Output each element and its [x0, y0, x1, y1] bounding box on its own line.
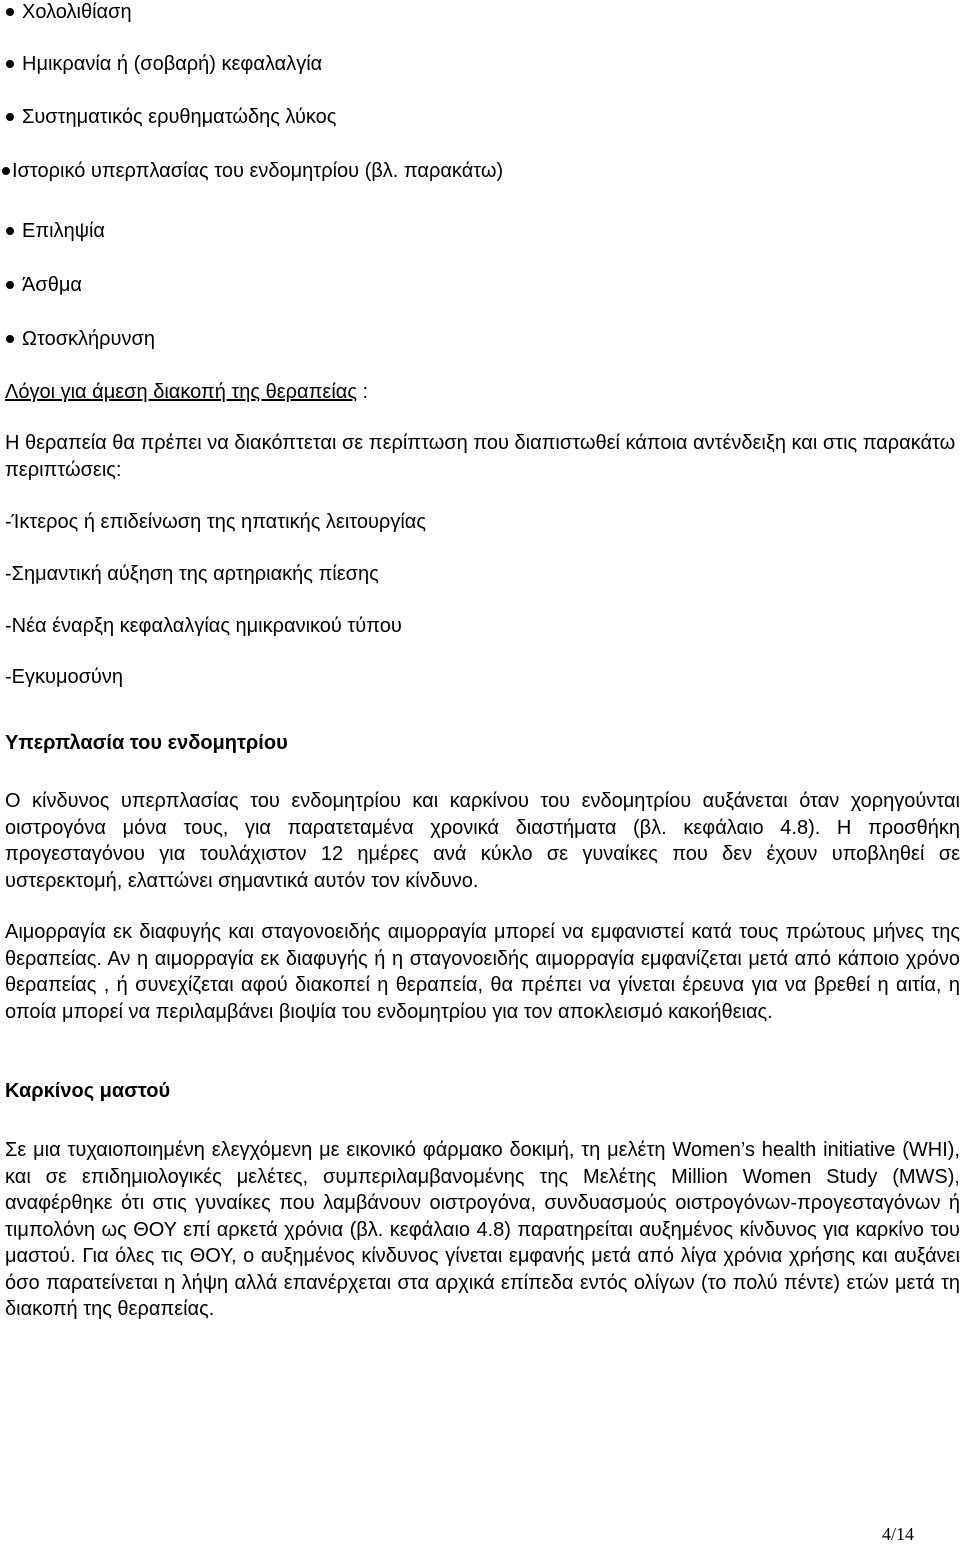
- heading-suffix: :: [356, 381, 369, 403]
- list-item-text: Άσθμα: [22, 274, 82, 296]
- list-item-text: Χολολιθίαση: [22, 1, 132, 23]
- stop-reason-item: -Ίκτερος ή επιδείνωση της ηπατικής λειτουργίας: [5, 511, 426, 533]
- section-heading-stop-reasons: [5, 380, 368, 404]
- endometrial-paragraph-1: Ο κίνδυνος υπερπλασίας του ενδομητρίου και καρκίνου του ενδομητρίου αυξάνεται όταν χορηγούνται οιστρογόνα μόνα τους, για παρατεταμένα χρονικά διαστήματα (βλ. κεφάλαιο 4.8). Η προσθήκη προγεσταγόνου για τουλάχιστον 12 ημέρες ανά κύκλο σε γυναίκες που δεν έχουν υποβληθεί σε υστερεκτομή, ελαττώνει σημαντικά αυτόν τον κίνδυνο.: [5, 790, 960, 892]
- section-heading-text: Λόγοι για άμεση διακοπή της θεραπείας: [5, 381, 357, 403]
- breast-cancer-paragraph: Σε μια τυχαιοποιημένη ελεγχόμενη με εικονικό φάρμακο δοκιμή, τη μελέτη Women’s health initiative (WHI), και σε επιδημιολογικές μελέτες, συμπεριλαμβανομένης της Μελέτης Million Women Study (MWS), αναφέρθηκε ότι στις γυναίκες που λαμβάνουν οιστρογόνα, συνδυασμούς οιστρογόνων-προγεσταγόνων ή τιμπολόνη ως ΘΟΥ επί αρκετά χρόνια (βλ. κεφάλαιο 4.8) παρατηρείται αυξημένος κίνδυνος για καρκίνο του μαστού. Για όλες τις ΘΟΥ, ο αυξημένος κίνδυνος γίνεται εμφανής μετά από λίγα χρόνια χρήσης και αυξάνει όσο παρατείνεται η λήψη αλλά επανέρχεται στα αρχικά επίπεδα εντός ολίγων (το πολύ πέντε) ετών μετά τη διακοπή της θεραπείας.: [5, 1139, 960, 1320]
- bullet-icon: [6, 335, 14, 343]
- list-item-text: Ωτοσκλήρυνση: [22, 328, 155, 350]
- section-heading-breast-cancer: Καρκίνος μαστού: [5, 1080, 171, 1102]
- stop-reason-item: -Νέα έναρξη κεφαλαλγίας ημικρανικού τύπου: [5, 615, 402, 637]
- bullet-icon: [6, 281, 14, 289]
- section-heading-endometrial: Υπερπλασία του ενδομητρίου: [5, 732, 288, 754]
- page-number: 4/14: [881, 1524, 914, 1544]
- list-item-text: Ιστορικό υπερπλασίας του ενδομητρίου (βλ. παρακάτω): [12, 160, 504, 182]
- list-item-text: Επιληψία: [22, 220, 105, 242]
- bullet-icon: [6, 8, 14, 16]
- bullet-icon: [6, 113, 14, 121]
- bullet-icon: [6, 227, 14, 235]
- list-item-text: Ημικρανία ή (σοβαρή) κεφαλαλγία: [22, 53, 323, 75]
- list-item-text: Συστηματικός ερυθηματώδης λύκος: [22, 106, 337, 128]
- bullet-icon: [2, 167, 10, 175]
- stop-reason-item: -Σημαντική αύξηση της αρτηριακής πίεσης: [5, 563, 379, 585]
- stop-reason-item: -Εγκυμοσύνη: [5, 666, 123, 688]
- bullet-icon: [6, 60, 14, 68]
- endometrial-paragraph-2: Αιμορραγία εκ διαφυγής και σταγονοειδής αιμορραγία μπορεί να εμφανιστεί κατά τους πρώτους μήνες της θεραπείας. Αν η αιμορραγία εκ διαφυγής ή η σταγονοειδής αιμορραγία εμφανίζεται μετά από κάποιο χρόνο θεραπείας , ή συνεχίζεται αφού διακοπεί η θεραπεία, θα πρέπει να γίνεται έρευνα για να βρεθεί η αιτία, η οποία μπορεί να περιλαμβάνει βιοψία του ενδομητρίου για τον αποκλεισμό κακοήθειας.: [5, 921, 960, 1023]
- stop-reasons-intro: Η θεραπεία θα πρέπει να διακόπτεται σε περίπτωση που διαπιστωθεί κάποια αντένδειξη και στις παρακάτω περιπτώσεις:: [5, 432, 956, 481]
